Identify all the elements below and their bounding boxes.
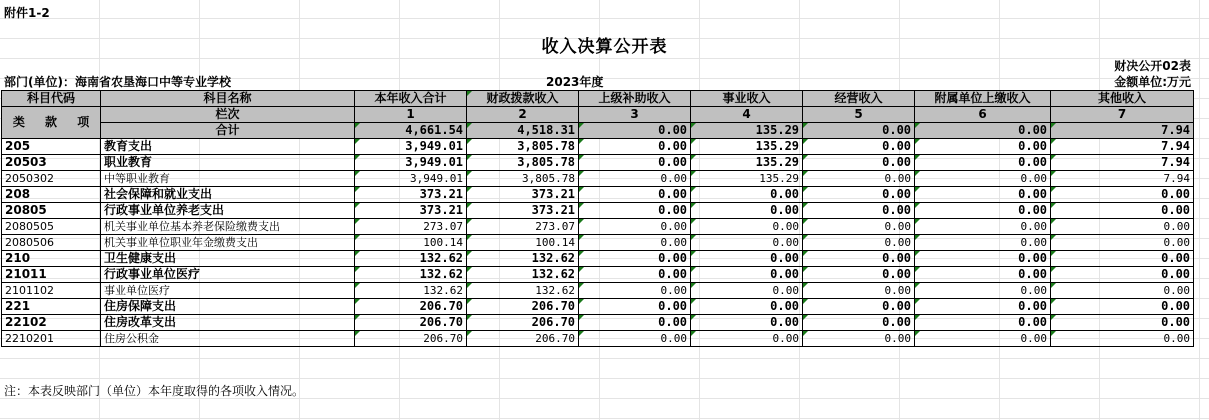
row-value[interactable]: 7.94 — [1051, 139, 1194, 155]
row-value[interactable]: 0.00 — [803, 251, 915, 267]
row-value[interactable]: 0.00 — [579, 235, 691, 251]
row-value[interactable]: 0.00 — [1051, 235, 1194, 251]
col-num-3[interactable]: 3 — [579, 107, 691, 123]
row-value[interactable]: 0.00 — [1051, 331, 1194, 347]
table-row — [2, 219, 1194, 235]
row-code[interactable]: 2050302 — [2, 171, 101, 187]
header-col-4[interactable]: 事业收入 — [691, 91, 803, 107]
row-code[interactable]: 208 — [2, 187, 101, 203]
row-code[interactable]: 21011 — [2, 267, 101, 283]
row-value[interactable]: 0.00 — [803, 299, 915, 315]
row-value[interactable]: 0.00 — [803, 139, 915, 155]
header-col-1[interactable]: 本年收入合计 — [355, 91, 467, 107]
row-value[interactable]: 0.00 — [915, 251, 1051, 267]
total-row — [2, 123, 1194, 139]
row-value[interactable]: 0.00 — [579, 299, 691, 315]
col-num-1[interactable]: 1 — [355, 107, 467, 123]
row-value[interactable]: 0.00 — [691, 187, 803, 203]
table-row — [2, 315, 1194, 331]
row-value[interactable]: 0.00 — [1051, 299, 1194, 315]
row-value[interactable]: 100.14 — [467, 235, 579, 251]
row-value[interactable]: 0.00 — [915, 315, 1051, 331]
row-value[interactable]: 0.00 — [1051, 251, 1194, 267]
year-label: 2023年度 — [546, 75, 604, 89]
row-value[interactable]: 0.00 — [579, 187, 691, 203]
kuan-label: 款 — [45, 115, 58, 129]
row-value[interactable]: 0.00 — [915, 235, 1051, 251]
row-value[interactable]: 0.00 — [579, 219, 691, 235]
row-value[interactable]: 0.00 — [915, 203, 1051, 219]
row-name[interactable]: 卫生健康支出 — [101, 251, 355, 267]
xiang-label: 项 — [77, 115, 90, 129]
row-value[interactable]: 0.00 — [579, 267, 691, 283]
table-row — [2, 235, 1194, 251]
row-value[interactable]: 373.21 — [467, 187, 579, 203]
department-label: 部门(单位)：海南省农垦海口中等专业学校 — [4, 75, 231, 89]
row-value[interactable]: 0.00 — [915, 187, 1051, 203]
row-value[interactable]: 100.14 — [355, 235, 467, 251]
row-value[interactable]: 0.00 — [579, 139, 691, 155]
table-row — [2, 331, 1194, 347]
row-value[interactable]: 3,949.01 — [355, 155, 467, 171]
row-value[interactable]: 0.00 — [1051, 187, 1194, 203]
row-code[interactable]: 221 — [2, 299, 101, 315]
row-value[interactable]: 0.00 — [915, 219, 1051, 235]
row-value[interactable]: 0.00 — [1051, 315, 1194, 331]
row-value[interactable]: 132.62 — [355, 283, 467, 299]
col-num-5[interactable]: 5 — [803, 107, 915, 123]
unit-label: 金额单位:万元 — [1114, 75, 1191, 89]
row-value[interactable]: 273.07 — [467, 219, 579, 235]
header-col-2[interactable]: 财政拨款收入 — [467, 91, 579, 107]
row-value[interactable]: 206.70 — [467, 331, 579, 347]
row-value[interactable]: 0.00 — [803, 219, 915, 235]
row-value[interactable]: 0.00 — [579, 203, 691, 219]
table-row — [2, 283, 1194, 299]
row-code[interactable]: 2080506 — [2, 235, 101, 251]
row-value[interactable]: 206.70 — [355, 299, 467, 315]
row-value[interactable]: 3,805.78 — [467, 171, 579, 187]
row-value[interactable]: 0.00 — [803, 155, 915, 171]
row-value[interactable]: 0.00 — [803, 187, 915, 203]
table-row — [2, 171, 1194, 187]
row-value[interactable]: 373.21 — [355, 203, 467, 219]
lei-label: 类 — [12, 115, 25, 129]
row-value[interactable]: 273.07 — [355, 219, 467, 235]
total-value[interactable]: 0.00 — [803, 123, 915, 139]
row-name[interactable]: 机关事业单位基本养老保险缴费支出 — [101, 219, 355, 235]
row-name[interactable]: 教育支出 — [101, 139, 355, 155]
row-value[interactable]: 206.70 — [467, 299, 579, 315]
header-col-6[interactable]: 附属单位上缴收入 — [915, 91, 1051, 107]
table-row — [2, 155, 1194, 171]
row-value[interactable]: 3,805.78 — [467, 139, 579, 155]
row-value[interactable]: 0.00 — [803, 203, 915, 219]
row-name[interactable]: 住房保障支出 — [101, 299, 355, 315]
attachment-label: 附件1-2 — [4, 6, 50, 20]
row-name[interactable]: 行政事业单位医疗 — [101, 267, 355, 283]
table-row — [2, 203, 1194, 219]
row-value[interactable]: 0.00 — [579, 155, 691, 171]
row-value[interactable]: 0.00 — [691, 283, 803, 299]
row-code[interactable]: 2101102 — [2, 283, 101, 299]
header-row — [2, 91, 1194, 107]
row-value[interactable]: 0.00 — [803, 171, 915, 187]
header-col-5[interactable]: 经营收入 — [803, 91, 915, 107]
lanci-label[interactable]: 栏次 — [101, 107, 355, 123]
row-value[interactable]: 135.29 — [691, 171, 803, 187]
row-value[interactable]: 132.62 — [467, 283, 579, 299]
row-code[interactable]: 22102 — [2, 315, 101, 331]
table-row — [2, 187, 1194, 203]
row-value[interactable]: 132.62 — [467, 267, 579, 283]
header-code[interactable]: 科目代码 — [2, 91, 101, 107]
row-value[interactable]: 7.94 — [1051, 155, 1194, 171]
row-value[interactable]: 0.00 — [579, 283, 691, 299]
row-value[interactable]: 206.70 — [355, 331, 467, 347]
row-value[interactable]: 132.62 — [355, 251, 467, 267]
row-value[interactable]: 132.62 — [467, 251, 579, 267]
row-value[interactable]: 0.00 — [803, 283, 915, 299]
page-title: 收入决算公开表 — [541, 37, 668, 57]
header-col-3[interactable]: 上级补助收入 — [579, 91, 691, 107]
row-value[interactable]: 132.62 — [355, 267, 467, 283]
row-value[interactable]: 0.00 — [1051, 219, 1194, 235]
col-num-7[interactable]: 7 — [1051, 107, 1194, 123]
row-value[interactable]: 135.29 — [691, 139, 803, 155]
row-name[interactable]: 中等职业教育 — [101, 171, 355, 187]
row-code[interactable]: 205 — [2, 139, 101, 155]
total-value[interactable]: 4,661.54 — [355, 123, 467, 139]
table-row — [2, 251, 1194, 267]
row-value[interactable]: 373.21 — [355, 187, 467, 203]
table-row — [2, 139, 1194, 155]
row-value[interactable]: 206.70 — [355, 315, 467, 331]
col-num-6[interactable]: 6 — [915, 107, 1051, 123]
total-label[interactable]: 合计 — [101, 123, 355, 139]
row-value[interactable]: 0.00 — [691, 219, 803, 235]
row-value[interactable]: 0.00 — [579, 331, 691, 347]
row-value[interactable]: 0.00 — [691, 235, 803, 251]
row-value[interactable]: 0.00 — [915, 155, 1051, 171]
row-code[interactable]: 20503 — [2, 155, 101, 171]
total-value[interactable]: 0.00 — [915, 123, 1051, 139]
row-name[interactable]: 事业单位医疗 — [101, 283, 355, 299]
row-value[interactable]: 0.00 — [691, 315, 803, 331]
row-name[interactable]: 机关事业单位职业年金缴费支出 — [101, 235, 355, 251]
table-row — [2, 299, 1194, 315]
row-value[interactable]: 0.00 — [915, 283, 1051, 299]
lanci-row — [2, 107, 1194, 123]
col-num-2[interactable]: 2 — [467, 107, 579, 123]
form-number: 财决公开02表 — [1114, 59, 1191, 73]
lei-kuan-xiang-cell[interactable] — [2, 107, 101, 139]
row-name[interactable]: 住房改革支出 — [101, 315, 355, 331]
row-value[interactable]: 0.00 — [915, 267, 1051, 283]
row-value[interactable]: 0.00 — [579, 251, 691, 267]
row-value[interactable]: 0.00 — [1051, 283, 1194, 299]
row-code[interactable]: 2210201 — [2, 331, 101, 347]
row-value[interactable]: 0.00 — [915, 171, 1051, 187]
row-code[interactable]: 210 — [2, 251, 101, 267]
row-code[interactable]: 20805 — [2, 203, 101, 219]
row-value[interactable]: 135.29 — [691, 155, 803, 171]
header-col-7[interactable]: 其他收入 — [1051, 91, 1194, 107]
row-value[interactable]: 0.00 — [915, 299, 1051, 315]
row-value[interactable]: 373.21 — [467, 203, 579, 219]
row-value[interactable]: 0.00 — [579, 315, 691, 331]
row-code[interactable]: 2080505 — [2, 219, 101, 235]
col-num-4[interactable]: 4 — [691, 107, 803, 123]
row-name[interactable]: 职业教育 — [101, 155, 355, 171]
row-value[interactable]: 7.94 — [1051, 171, 1194, 187]
total-value[interactable]: 7.94 — [1051, 123, 1194, 139]
row-value[interactable]: 0.00 — [915, 331, 1051, 347]
row-value[interactable]: 0.00 — [1051, 203, 1194, 219]
row-value[interactable]: 0.00 — [1051, 267, 1194, 283]
row-name[interactable]: 行政事业单位养老支出 — [101, 203, 355, 219]
row-value[interactable]: 0.00 — [691, 267, 803, 283]
row-value[interactable]: 0.00 — [691, 251, 803, 267]
header-name[interactable]: 科目名称 — [101, 91, 355, 107]
row-value[interactable]: 0.00 — [691, 203, 803, 219]
row-name[interactable]: 住房公积金 — [101, 331, 355, 347]
row-name[interactable]: 社会保障和就业支出 — [101, 187, 355, 203]
total-value[interactable]: 0.00 — [579, 123, 691, 139]
row-value[interactable]: 0.00 — [915, 139, 1051, 155]
row-value[interactable]: 0.00 — [803, 235, 915, 251]
row-value[interactable]: 0.00 — [803, 267, 915, 283]
row-value[interactable]: 0.00 — [579, 171, 691, 187]
table-row — [2, 267, 1194, 283]
total-value[interactable]: 135.29 — [691, 123, 803, 139]
row-value[interactable]: 0.00 — [691, 299, 803, 315]
row-value[interactable]: 3,805.78 — [467, 155, 579, 171]
row-value[interactable]: 3,949.01 — [355, 139, 467, 155]
row-value[interactable]: 3,949.01 — [355, 171, 467, 187]
row-value[interactable]: 0.00 — [691, 331, 803, 347]
row-value[interactable]: 0.00 — [803, 315, 915, 331]
row-value[interactable]: 0.00 — [803, 331, 915, 347]
row-value[interactable]: 206.70 — [467, 315, 579, 331]
income-table — [1, 90, 1194, 347]
total-value[interactable]: 4,518.31 — [467, 123, 579, 139]
footnote: 注：本表反映部门（单位）本年度取得的各项收入情况。 — [4, 384, 305, 398]
